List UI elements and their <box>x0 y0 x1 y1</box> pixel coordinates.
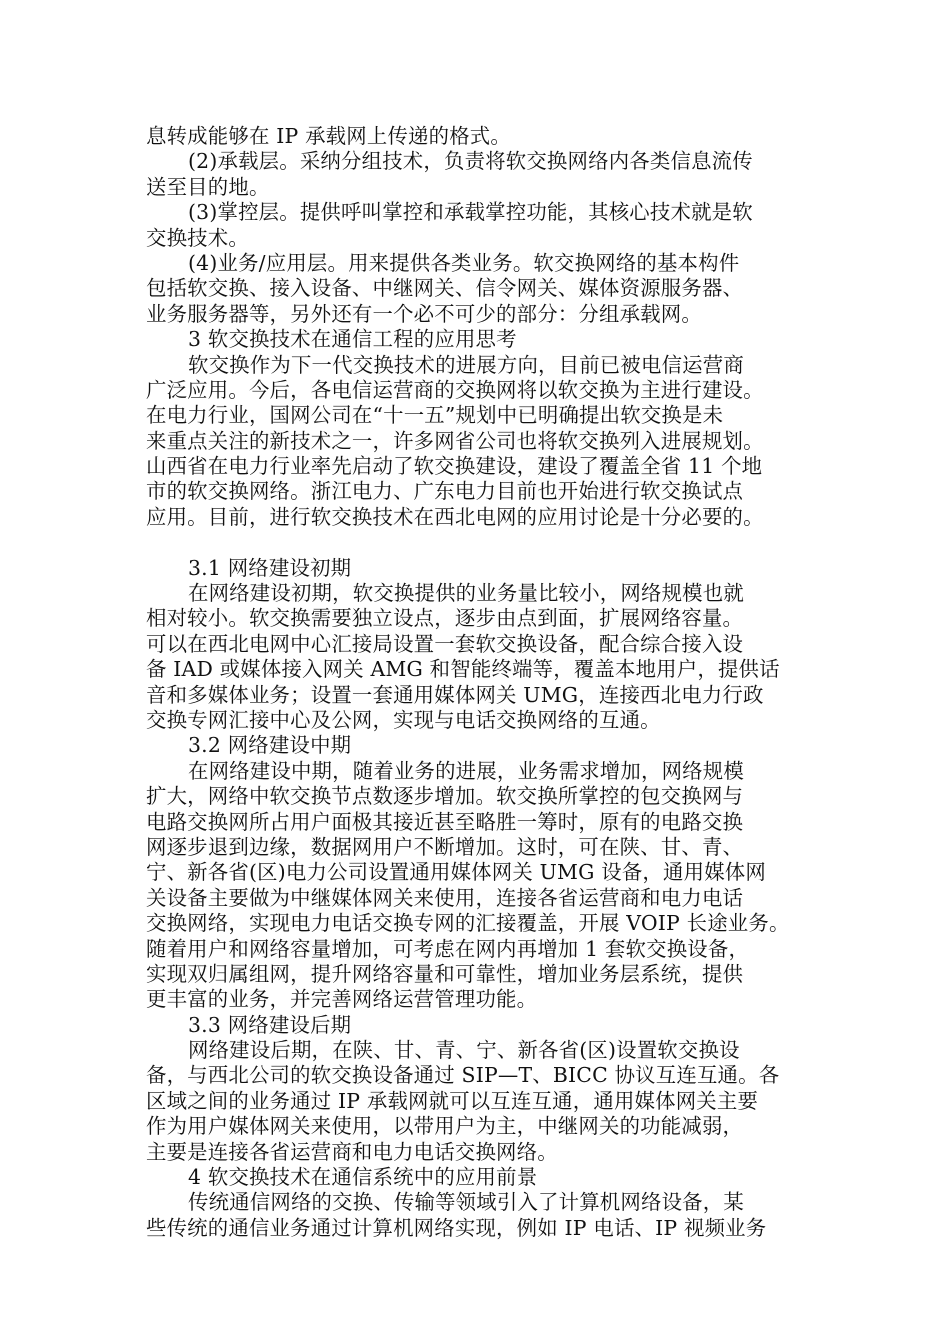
text-line: 3.3 网络建设后期 <box>188 1012 352 1037</box>
text-line: 软交换作为下一代交换技术的进展方向，目前已被电信运营商 <box>188 352 744 377</box>
text-line: 区域之间的业务通过 IP 承载网就可以互连互通，通用媒体网关主要 <box>146 1088 759 1113</box>
text-line: 备 IAD 或媒体接入网关 AMG 和智能终端等，覆盖本地用户，提供话 <box>146 657 780 682</box>
text-line: 包括软交换、接入设备、中继网关、信令网关、媒体资源服务器、 <box>146 276 744 301</box>
document-body <box>146 124 826 1241</box>
text-line: 相对较小。软交换需要独立设点，逐步由点到面，扩展网络容量。 <box>146 606 744 631</box>
blank-line <box>146 530 826 555</box>
text-line: 扩大，网络中软交换节点数逐步增加。软交换所掌控的包交换网与 <box>146 784 744 809</box>
text-line: 可以在西北电网中心汇接局设置一套软交换设备，配合综合接入设 <box>146 631 744 656</box>
text-line: 网逐步退到边缘，数据网用户不断增加。这时，可在陕、甘、青、 <box>146 834 744 859</box>
text-line: 息转成能够在 IP 承载网上传递的格式。 <box>146 124 511 148</box>
text-line: 随着用户和网络容量增加，可考虑在网内再增加 1 套软交换设备， <box>146 936 750 961</box>
text-line: 传统通信网络的交换、传输等领域引入了计算机网络设备，某 <box>188 1190 744 1215</box>
text-line: 3.2 网络建设中期 <box>188 733 352 758</box>
text-line: (2)承载层。采纳分组技术，负责将软交换网络内各类信息流传 <box>188 149 753 174</box>
text-line: 关设备主要做为中继媒体网关来使用，连接各省运营商和电力电话 <box>146 885 744 910</box>
text-line: 些传统的通信业务通过计算机网络实现，例如 IP 电话、IP 视频业务 <box>146 1215 767 1240</box>
text-line: 在网络建设初期，软交换提供的业务量比较小，网络规模也就 <box>188 581 744 606</box>
text-line: 来重点关注的新技术之一，许多网省公司也将软交换列入进展规划。 <box>146 428 764 453</box>
text-line: 电路交换网所占用户面极其接近甚至略胜一筹时，原有的电路交换 <box>146 809 744 834</box>
text-line: 实现双归属组网，提升网络容量和可靠性，增加业务层系统，提供 <box>146 961 744 986</box>
text-line: 主要是连接各省运营商和电力电话交换网络。 <box>146 1139 558 1164</box>
text-line: 作为用户媒体网关来使用，以带用户为主，中继网关的功能减弱， <box>146 1114 744 1139</box>
text-line: 在网络建设中期，随着业务的进展，业务需求增加，网络规模 <box>188 758 744 783</box>
text-line: 3.1 网络建设初期 <box>188 555 352 580</box>
text-line: 音和多媒体业务；设置一套通用媒体网关 UMG，连接西北电力行政 <box>146 682 764 707</box>
text-line: 山西省在电力行业率先启动了软交换建设，建设了覆盖全省 11 个地 <box>146 454 763 479</box>
text-line: 业务服务器等，另外还有一个必不可少的部分：分组承载网。 <box>146 301 702 326</box>
text-line: 广泛应用。今后，各电信运营商的交换网将以软交换为主进行建设。 <box>146 377 764 402</box>
text-line: 3 软交换技术在通信工程的应用思考 <box>188 327 517 352</box>
text-line: 应用。目前，进行软交换技术在西北电网的应用讨论是十分必要的。 <box>146 504 764 529</box>
text-line: 交换技术。 <box>146 225 249 250</box>
text-line: (4)业务/应用层。用来提供各类业务。软交换网络的基本构件 <box>188 250 740 275</box>
text-line: 网络建设后期，在陕、甘、青、宁、新各省(区)设置软交换设 <box>188 1038 740 1063</box>
text-line: (3)掌控层。提供呼叫掌控和承载掌控功能，其核心技术就是软 <box>188 200 753 225</box>
text-line: 宁、新各省(区)电力公司设置通用媒体网关 UMG 设备，通用媒体网 <box>146 860 766 885</box>
text-line: 市的软交换网络。浙江电力、广东电力目前也开始进行软交换试点 <box>146 479 744 504</box>
text-line: 更丰富的业务，并完善网络运营管理功能。 <box>146 987 538 1012</box>
text-line: 备，与西北公司的软交换设备通过 SIP—T、BICC 协议互连互通。各 <box>146 1063 780 1088</box>
text-line: 交换专网汇接中心及公网，实现与电话交换网络的互通。 <box>146 707 661 732</box>
text-line: 送至目的地。 <box>146 174 270 199</box>
text-line: 在电力行业，国网公司在“十一五”规划中已明确提出软交换是未 <box>146 403 724 428</box>
text-line: 交换网络，实现电力电话交换专网的汇接覆盖，开展 VOIP 长途业务。 <box>146 911 790 936</box>
text-line: 4 软交换技术在通信系统中的应用前景 <box>188 1165 538 1190</box>
